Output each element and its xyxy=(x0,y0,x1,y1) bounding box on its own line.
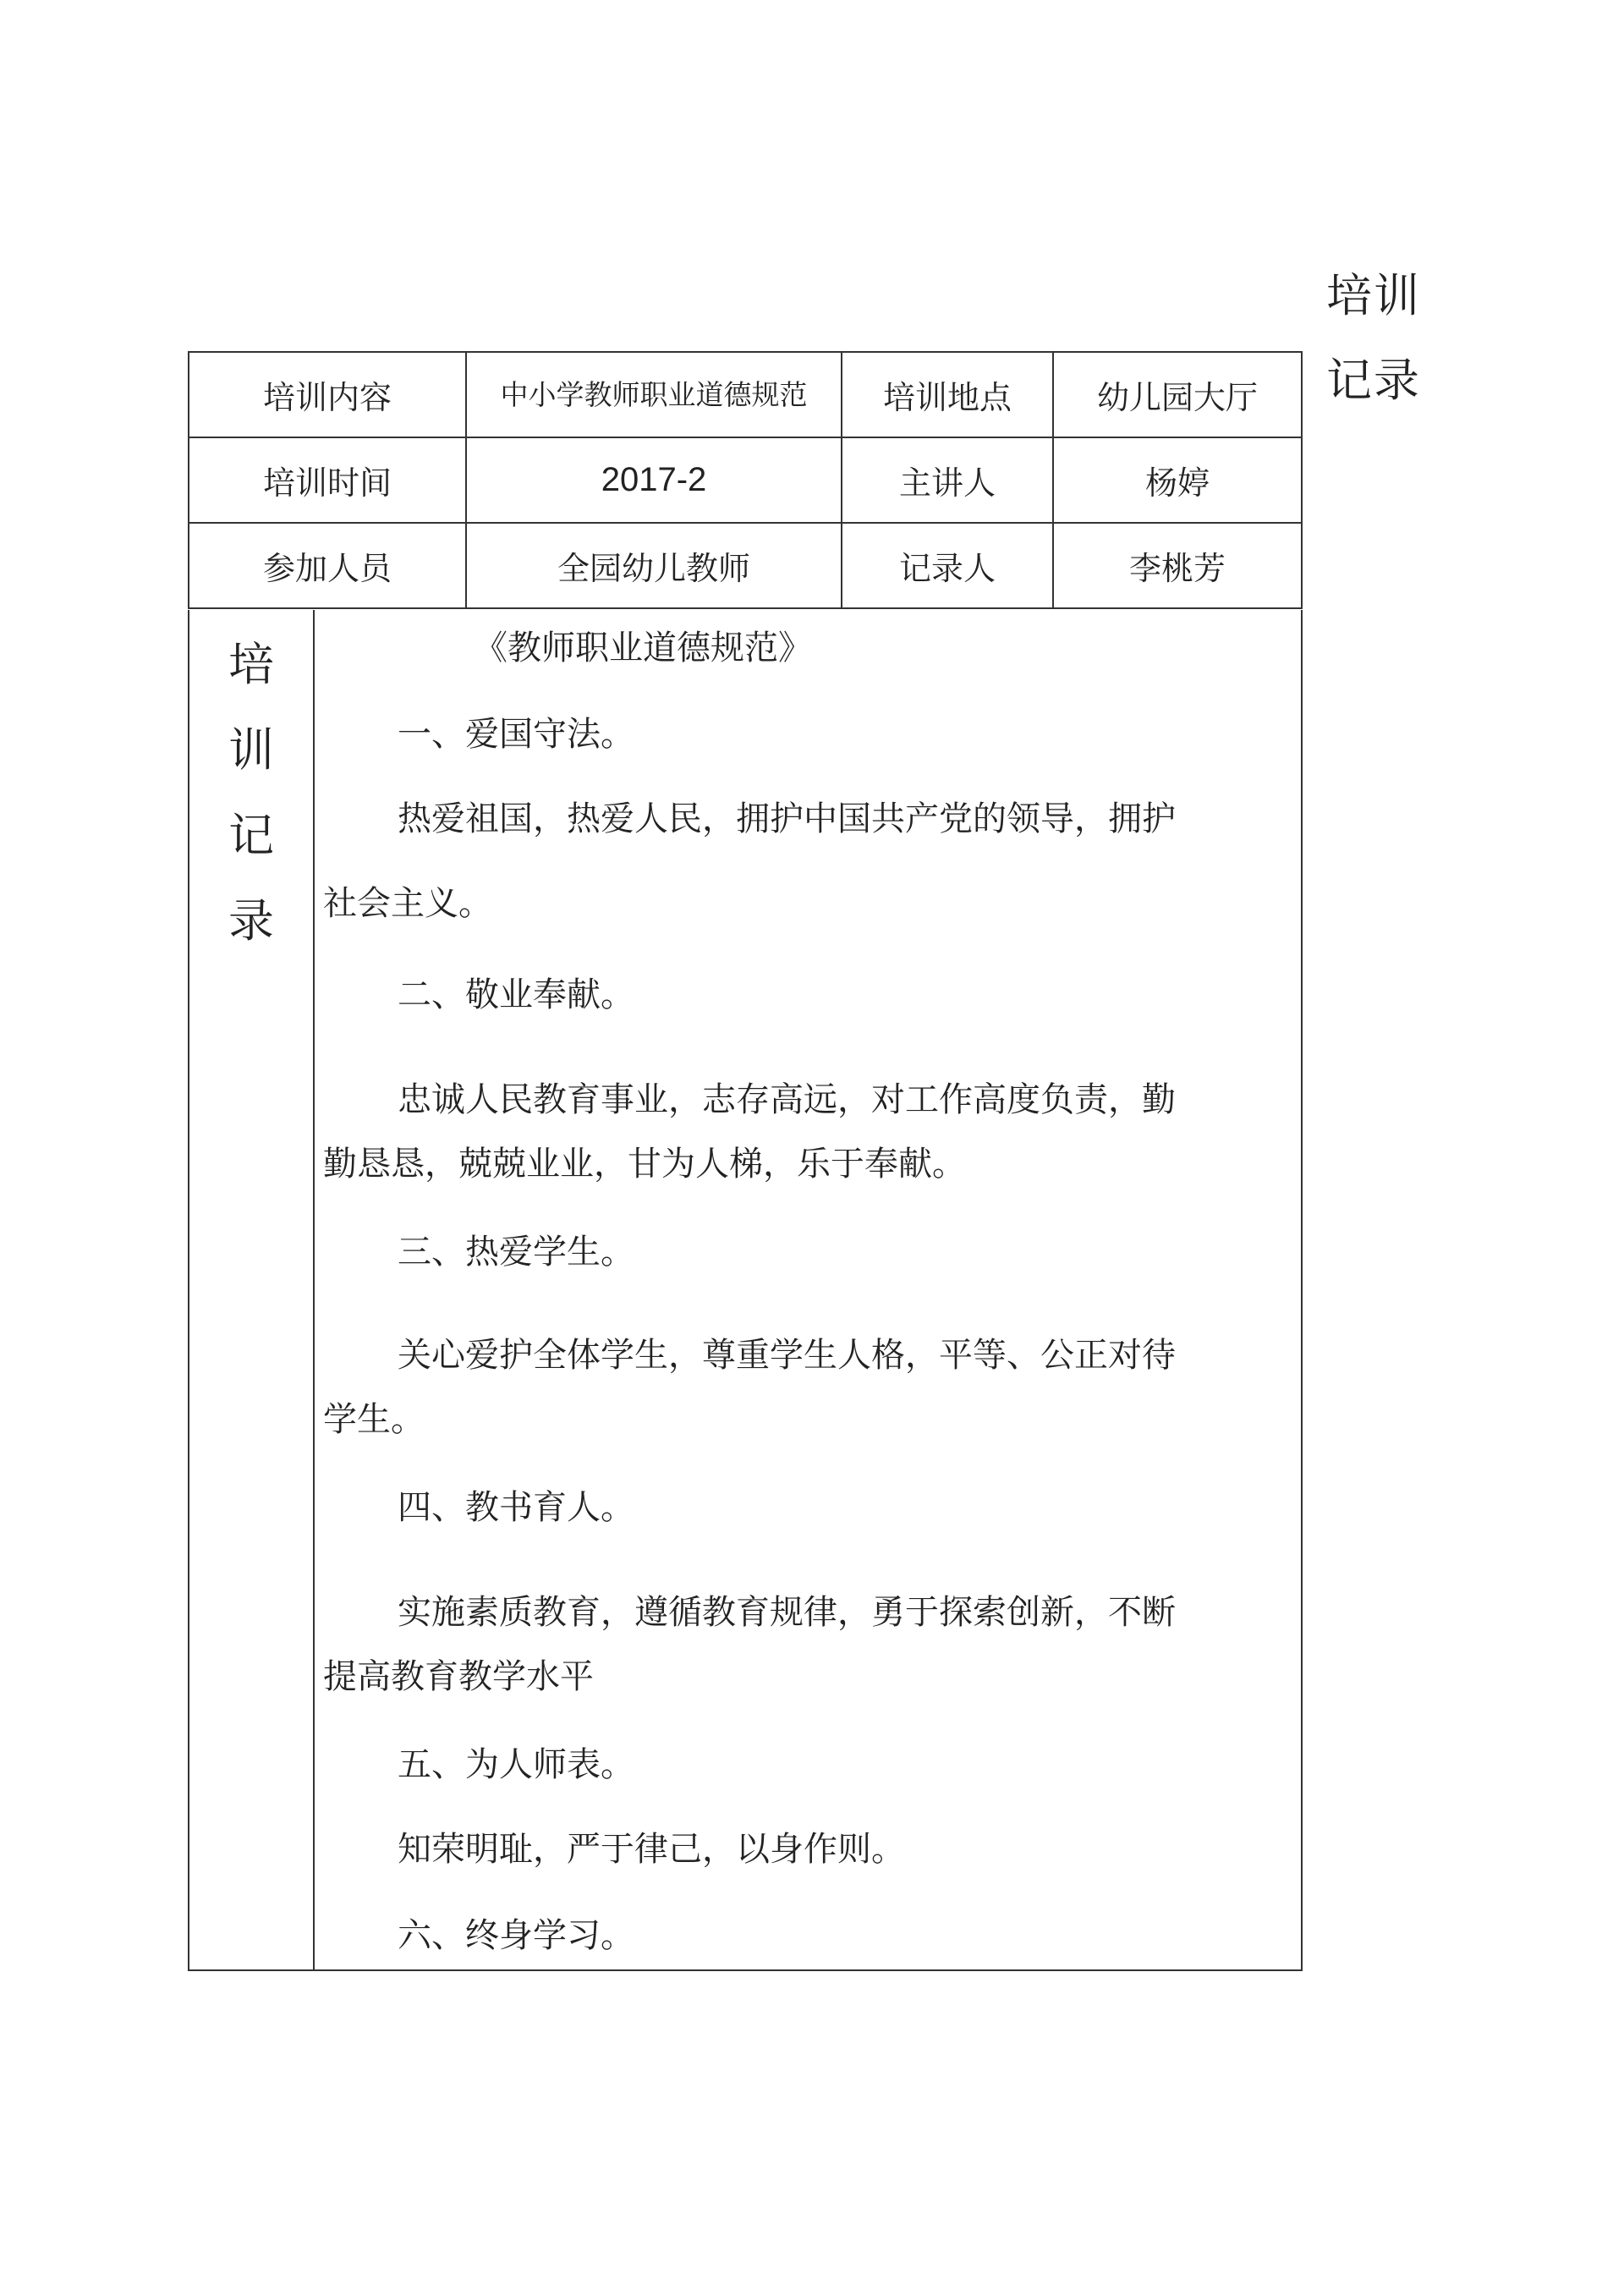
value-time: 2017-2 xyxy=(466,437,842,523)
record-label-char: 记 xyxy=(228,809,274,862)
record-text: 实施素质教育，遵循教育规律，勇于探索创新，不断 xyxy=(398,1593,1176,1632)
value-recorder: 李桃芳 xyxy=(1053,523,1302,608)
table-row xyxy=(189,437,1302,523)
record-text: 社会主义。 xyxy=(323,884,492,923)
training-info-table xyxy=(188,351,1303,609)
record-text: 勤恳恳，兢兢业业，甘为人梯，乐于奉献。 xyxy=(323,1145,966,1184)
table-row xyxy=(189,352,1302,437)
record-heading: 四、教书育人。 xyxy=(398,1488,634,1527)
record-text: 学生。 xyxy=(323,1400,425,1439)
label-time: 培训时间 xyxy=(189,437,466,523)
record-body xyxy=(316,610,1301,1969)
training-record-section xyxy=(188,610,1303,1971)
record-text: 知荣明耻，严于律己，以身作则。 xyxy=(398,1830,905,1869)
record-heading: 一、爱国守法。 xyxy=(398,715,634,754)
record-text: 提高教育教学水平 xyxy=(323,1657,594,1696)
side-title xyxy=(1326,254,1428,423)
record-heading: 三、热爱学生。 xyxy=(398,1233,634,1272)
value-speaker: 杨婷 xyxy=(1053,437,1302,523)
record-heading: 二、敬业奉献。 xyxy=(398,975,634,1014)
record-heading: 六、终身学习。 xyxy=(398,1916,634,1955)
record-label-char: 培 xyxy=(228,638,274,691)
record-label-char: 录 xyxy=(228,894,274,948)
value-location: 幼儿园大厅 xyxy=(1053,352,1302,437)
value-participants: 全园幼儿教师 xyxy=(466,523,842,608)
label-participants: 参加人员 xyxy=(189,523,466,608)
record-text: 忠诚人民教育事业，志存高远，对工作高度负责，勤 xyxy=(398,1080,1176,1119)
record-title: 《教师职业道德规范》 xyxy=(474,629,812,667)
label-location: 培训地点 xyxy=(842,352,1053,437)
table-row xyxy=(189,523,1302,608)
record-heading: 五、为人师表。 xyxy=(398,1745,634,1784)
record-label-char: 训 xyxy=(228,723,274,777)
label-content: 培训内容 xyxy=(189,352,466,437)
value-content: 中小学教师职业道德规范 xyxy=(466,352,842,437)
record-text: 热爱祖国，热爱人民，拥护中国共产党的领导，拥护 xyxy=(398,799,1176,838)
side-title-line-1: 培训 xyxy=(1326,269,1421,322)
record-text: 关心爱护全体学生，尊重学生人格，平等、公正对待 xyxy=(398,1336,1176,1375)
record-label xyxy=(189,610,315,1969)
side-title-line-2: 记录 xyxy=(1326,354,1421,407)
label-speaker: 主讲人 xyxy=(842,437,1053,523)
label-recorder: 记录人 xyxy=(842,523,1053,608)
